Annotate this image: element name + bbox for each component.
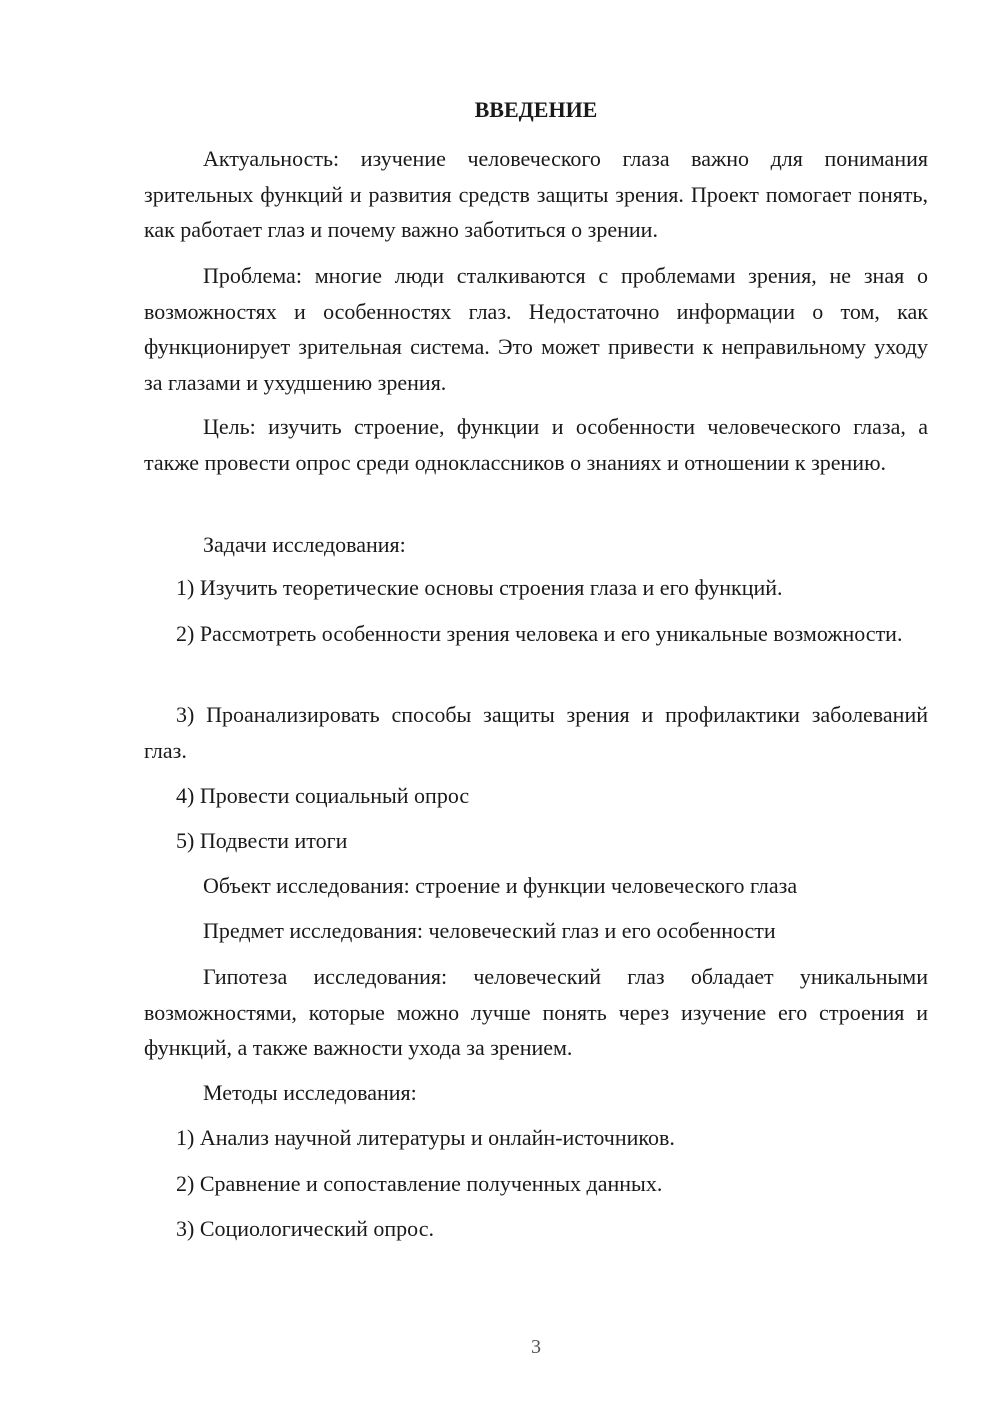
problem-paragraph: Проблема: многие люди сталкиваются с проблемами зрения, не зная о возможностях и особенностях глаз. Недостаточно информации о том, как функционирует зрительная система. Это может привести к неправильному уходу за глазами и ухудшению зрения.	[144, 263, 928, 395]
task-item-1: 1) Изучить теоретические основы строения глаза и его функций.	[176, 575, 783, 600]
hypothesis-paragraph: Гипотеза исследования: человеческий глаз обладает уникальными возможностями, которые можно лучше понять через изучение его строения и функций, а также важности ухода за зрением.	[144, 964, 928, 1060]
method-item-1: 1) Анализ научной литературы и онлайн-источников.	[176, 1125, 675, 1150]
subject-paragraph: Предмет исследования: человеческий глаз и его особенности	[203, 918, 776, 943]
methods-heading: Методы исследования:	[203, 1080, 417, 1105]
relevance-paragraph: Актуальность: изучение человеческого глаза важно для понимания зрительных функций и развития средств защиты зрения. Проект помогает понять, как работает глаз и почему важно заботиться о зрении.	[144, 146, 928, 242]
task-item-4: 4) Провести социальный опрос	[176, 783, 470, 808]
method-item-2: 2) Сравнение и сопоставление полученных данных.	[176, 1171, 663, 1196]
task-item-2: 2) Рассмотреть особенности зрения человека и его уникальные возможности.	[176, 621, 903, 646]
task-item-5: 5) Подвести итоги	[176, 828, 348, 853]
tasks-heading: Задачи исследования:	[203, 532, 406, 557]
goal-paragraph: Цель: изучить строение, функции и особенности человеческого глаза, а также провести опрос среди одноклассников о знаниях и отношении к зрению.	[144, 414, 928, 475]
page-number: 3	[531, 1336, 541, 1358]
page-title: ВВЕДЕНИЕ	[474, 97, 598, 122]
task-item-3: 3) Проанализировать способы защиты зрения и профилактики заболеваний глаз.	[144, 702, 928, 763]
object-paragraph: Объект исследования: строение и функции человеческого глаза	[203, 873, 798, 898]
method-item-3: 3) Социологический опрос.	[176, 1216, 434, 1241]
